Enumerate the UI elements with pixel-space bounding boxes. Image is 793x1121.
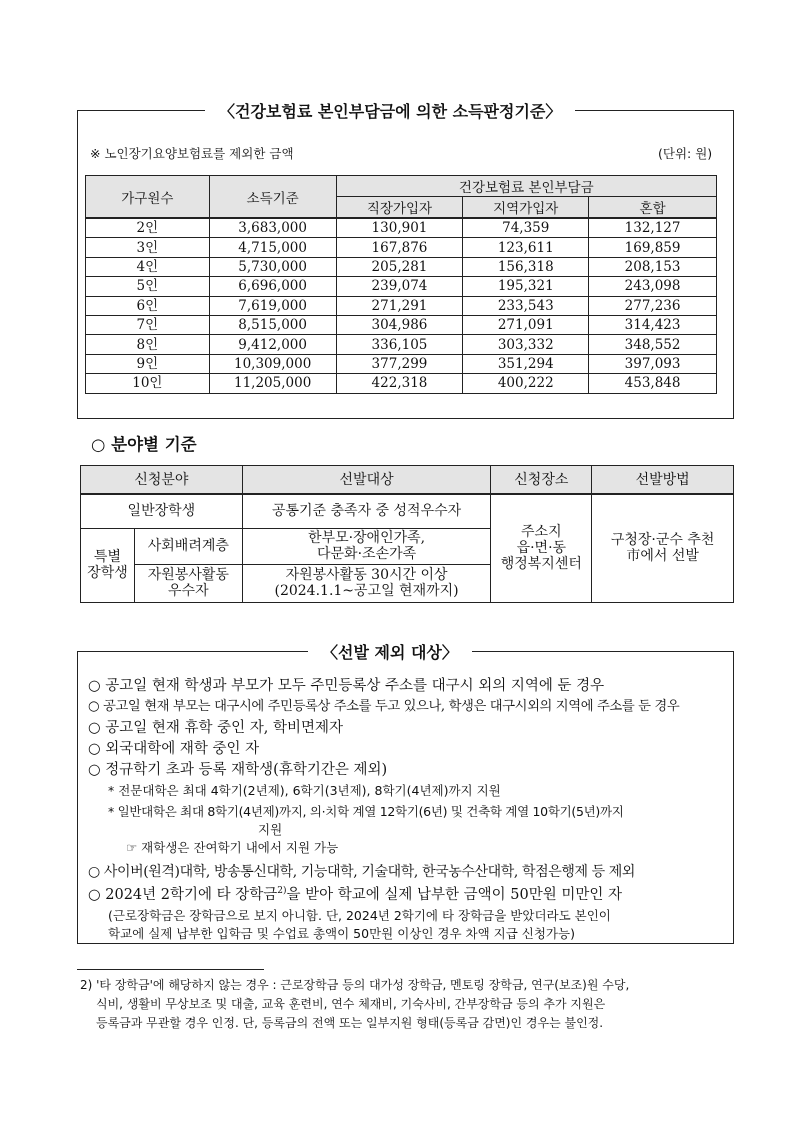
- footnote-ref: 2): [277, 886, 287, 897]
- header-employee: 직장가입자: [336, 197, 463, 219]
- exclusion-paren-note: (근로장학금은 장학금으로 보지 아니함. 단, 2024년 2학기에 타 장학금을 받았더라도 본인이: [108, 908, 611, 923]
- income-cell: 5,730,000: [209, 257, 336, 276]
- household-cell: 10인: [86, 374, 210, 393]
- table-row: [86, 238, 717, 257]
- header-income: 소득기준: [209, 176, 336, 219]
- regional-cell: 400,222: [463, 374, 589, 393]
- mixed-cell: 132,127: [589, 218, 717, 238]
- household-cell: 6인: [86, 296, 210, 315]
- mixed-cell: 348,552: [589, 335, 717, 354]
- general-target: 공통기준 충족자 중 성적우수자: [242, 494, 491, 528]
- field-table: [80, 465, 734, 603]
- regional-cell: 123,611: [463, 238, 589, 257]
- household-cell: 7인: [86, 315, 210, 334]
- social-field: 사회배려계층: [134, 528, 242, 564]
- employee-cell: 205,281: [336, 257, 463, 276]
- employee-cell: 130,901: [336, 218, 463, 238]
- mixed-cell: 397,093: [589, 354, 717, 373]
- header-method: 선발방법: [592, 466, 734, 495]
- unit-label: (단위: 원): [658, 146, 713, 161]
- income-criteria-title: 〈건강보험료 본인부담금에 의한 소득판정기준〉: [205, 99, 575, 122]
- table-row: [86, 354, 717, 373]
- employee-cell: 422,318: [336, 374, 463, 393]
- sub-note-university: * 일반대학은 최대 8학기(4년제)까지, 의·치학 계열 12학기(6년) 및 건축학 계열 10학기(5년)까지: [108, 804, 624, 819]
- regional-cell: 233,543: [463, 296, 589, 315]
- header-place: 신청장소: [491, 466, 592, 495]
- regional-cell: 303,332: [463, 335, 589, 354]
- sub-note-junior-college: * 전문대학은 최대 4학기(2년제), 6학기(3년제), 8학기(4년제)까지 지원: [108, 783, 501, 798]
- volunteer-field: 자원봉사활동 우수자: [134, 564, 242, 602]
- selection-method: 구청장·군수 추천 市에서 선발: [592, 494, 734, 602]
- income-cell: 10,309,000: [209, 354, 336, 373]
- income-cell: 6,696,000: [209, 277, 336, 296]
- income-cell: 11,205,000: [209, 374, 336, 393]
- header-target: 선발대상: [242, 466, 491, 495]
- table-row: [81, 494, 734, 528]
- regional-cell: 74,359: [463, 218, 589, 238]
- household-cell: 5인: [86, 277, 210, 296]
- employee-cell: 336,105: [336, 335, 463, 354]
- household-cell: 4인: [86, 257, 210, 276]
- field-criteria-title: ○ 분야별 기준: [91, 435, 197, 454]
- exclusion-item: ○ 공고일 현재 학생과 부모가 모두 주민등록상 주소를 대구시 외의 지역에 둔 경우: [88, 678, 605, 694]
- household-cell: 9인: [86, 354, 210, 373]
- income-table: [85, 175, 717, 394]
- exclusion-title: 〈선발 제외 대상〉: [308, 640, 472, 663]
- mixed-cell: 208,153: [589, 257, 717, 276]
- header-regional: 지역가입자: [463, 197, 589, 219]
- sub-note-remaining: ☞ 재학생은 잔여학기 내에서 지원 가능: [126, 840, 339, 855]
- exclusion-item: ○ 공고일 현재 부모는 대구시에 주민등록상 주소를 두고 있으나, 학생은 대구시외의 지역에 주소를 둔 경우: [88, 699, 680, 714]
- employee-cell: 239,074: [336, 277, 463, 296]
- income-cell: 3,683,000: [209, 218, 336, 238]
- household-cell: 3인: [86, 238, 210, 257]
- employee-cell: 304,986: [336, 315, 463, 334]
- footnote-line: 등록금과 무관할 경우 인정. 단, 등록금의 전액 또는 일부지원 형태(등록금 감면)인 경우는 불인정.: [96, 1016, 604, 1030]
- regional-cell: 351,294: [463, 354, 589, 373]
- general-field: 일반장학생: [81, 494, 243, 528]
- income-cell: 7,619,000: [209, 296, 336, 315]
- special-scholar-label: 특별 장학생: [81, 528, 135, 602]
- regional-cell: 156,318: [463, 257, 589, 276]
- exclusion-paren-note-cont: 학교에 실제 납부한 입학금 및 수업료 총액이 50만원 이상인 경우 차액 지급 신청가능): [108, 926, 575, 941]
- table-row: [86, 315, 717, 334]
- table-row: [86, 257, 717, 276]
- household-cell: 8인: [86, 335, 210, 354]
- table-row: [86, 277, 717, 296]
- header-field: 신청분야: [81, 466, 243, 495]
- mixed-cell: 277,236: [589, 296, 717, 315]
- employee-cell: 271,291: [336, 296, 463, 315]
- income-note: ※ 노인장기요양보험료를 제외한 금액: [90, 146, 294, 161]
- header-household: 가구원수: [86, 176, 210, 219]
- social-target: 한부모·장애인가족, 다문화·조손가족: [242, 528, 491, 564]
- header-mixed: 혼합: [589, 197, 717, 219]
- exclusion-item: ○ 공고일 현재 휴학 중인 자, 학비면제자: [88, 720, 344, 736]
- sub-note-university-cont: 지원: [258, 822, 283, 837]
- mixed-cell: 453,848: [589, 374, 717, 393]
- mixed-cell: 243,098: [589, 277, 717, 296]
- header-premium-group: 건강보험료 본인부담금: [336, 176, 716, 197]
- income-cell: 9,412,000: [209, 335, 336, 354]
- footnote-divider: [77, 969, 264, 970]
- household-cell: 2인: [86, 218, 210, 238]
- exclusion-item: ○ 사이버(원격)대학, 방송통신대학, 기능대학, 기술대학, 한국농수산대학, 학점은행제 등 제외: [88, 864, 636, 880]
- employee-cell: 167,876: [336, 238, 463, 257]
- table-row: [86, 296, 717, 315]
- employee-cell: 377,299: [336, 354, 463, 373]
- mixed-cell: 169,859: [589, 238, 717, 257]
- exclusion-item: ○ 정규학기 초과 등록 재학생(휴학기간은 제외): [88, 762, 388, 778]
- footnote-line: 식비, 생활비 무상보조 및 대출, 교육 훈련비, 연수 체재비, 기숙사비, 간부장학금 등의 추가 지원은: [96, 997, 606, 1011]
- table-row: [86, 374, 717, 393]
- income-cell: 8,515,000: [209, 315, 336, 334]
- table-row: [86, 218, 717, 238]
- exclusion-item: ○ 2024년 2학기에 타 장학금$^{2)}$을 받아 학교에 실제 납부한 금액이 50만원 미만인 자: [88, 886, 622, 903]
- volunteer-target: 자원봉사활동 30시간 이상 (2024.1.1~공고일 현재까지): [242, 564, 491, 602]
- table-row: [86, 335, 717, 354]
- apply-place: 주소지 읍·면·동 행정복지센터: [491, 494, 592, 602]
- regional-cell: 271,091: [463, 315, 589, 334]
- income-cell: 4,715,000: [209, 238, 336, 257]
- exclusion-item: ○ 외국대학에 재학 중인 자: [88, 741, 260, 757]
- regional-cell: 195,321: [463, 277, 589, 296]
- footnote-line: 2) '타 장학금'에 해당하지 않는 경우 : 근로장학금 등의 대가성 장학금, 멘토링 장학금, 연구(보조)원 수당,: [80, 978, 630, 992]
- mixed-cell: 314,423: [589, 315, 717, 334]
